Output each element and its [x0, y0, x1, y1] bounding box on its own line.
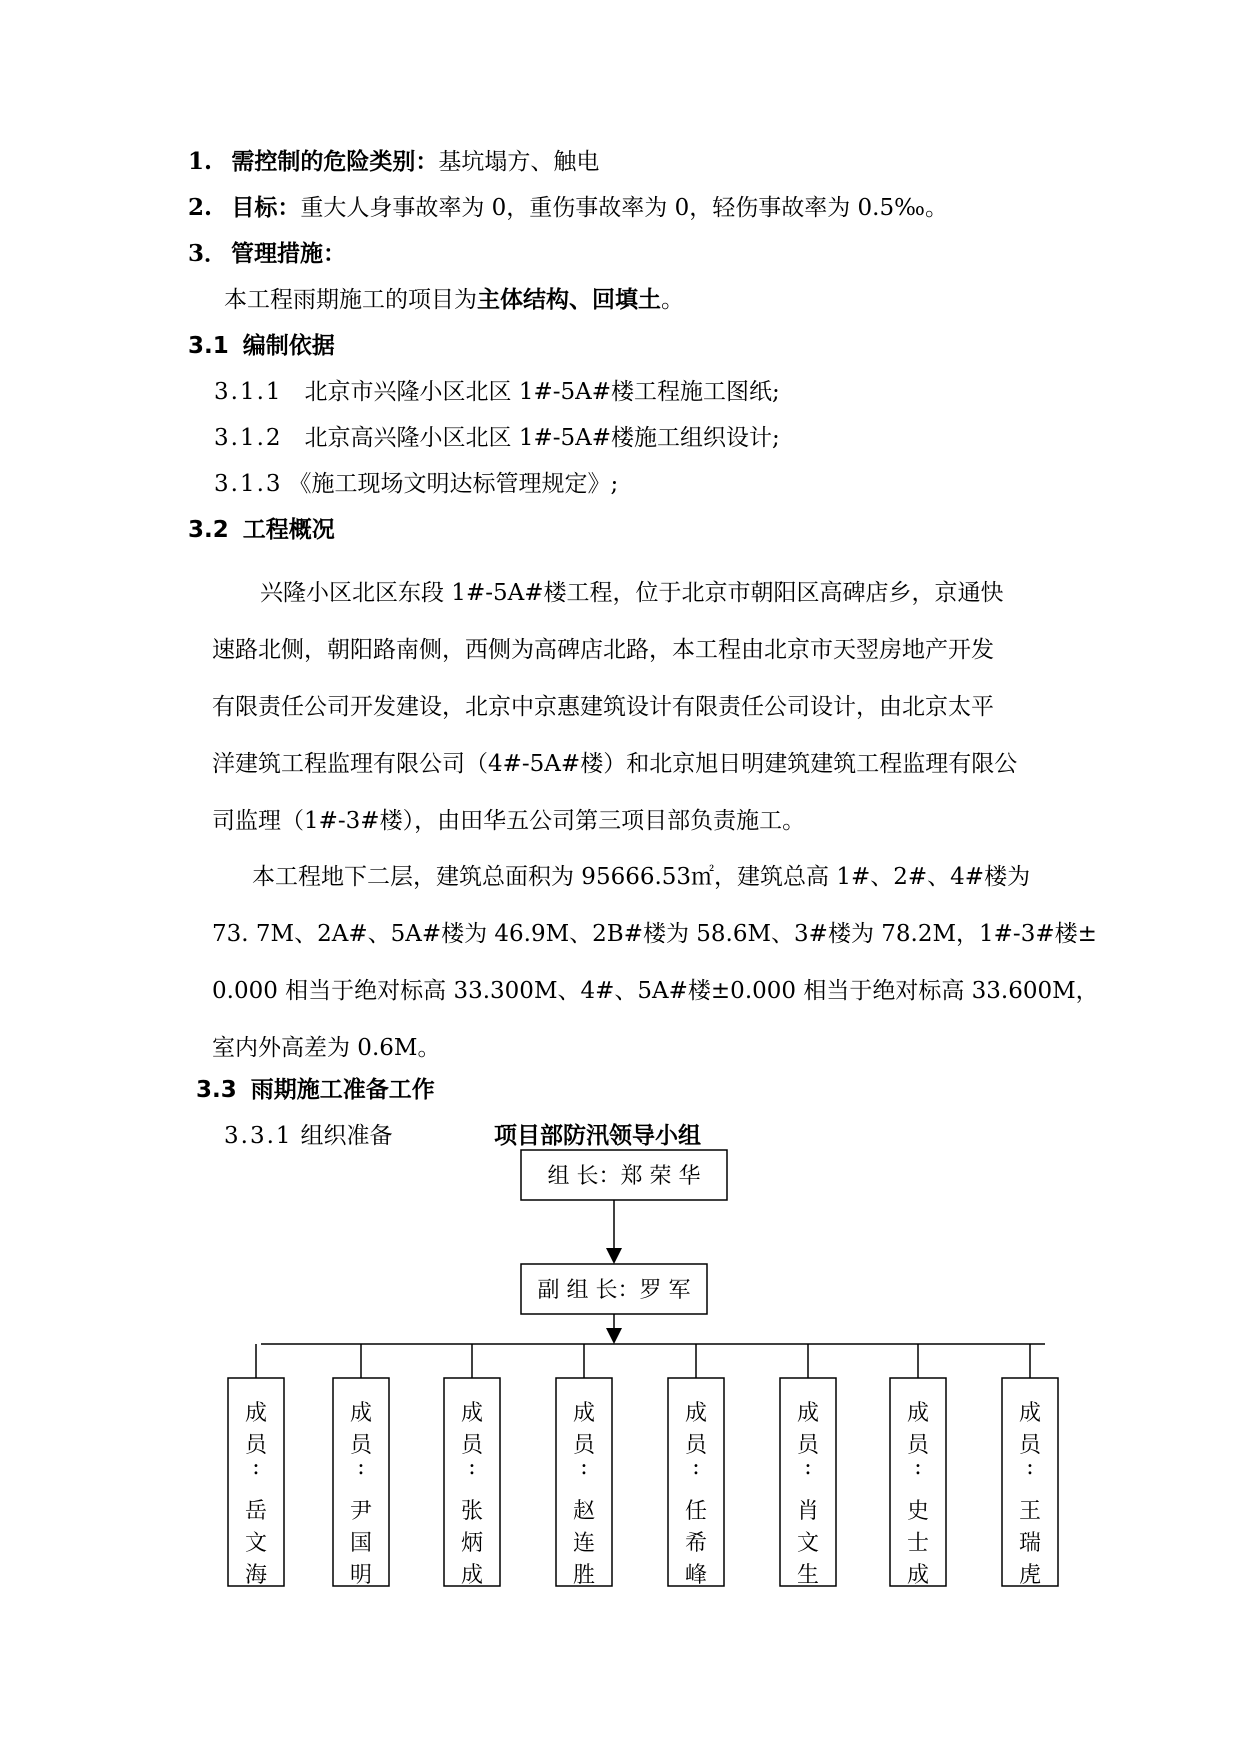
member-text-char: 国	[349, 1531, 373, 1556]
member-text-char: 成	[349, 1401, 373, 1426]
member-text-char: 员	[460, 1433, 484, 1458]
leader-label: 组 长：郑 荣 华	[547, 1164, 701, 1189]
overview-line: 有限责任公司开发建设，北京中京惠建筑设计有限责任公司设计，由北京太平	[212, 694, 994, 720]
overview-line: 洋建筑工程监理有限公司（4#-5A#楼）和北京旭日明建筑建筑工程监理有限公	[212, 751, 1018, 777]
heading-3-3-1-title: 组织准备	[300, 1123, 393, 1149]
member-text-char: 员	[906, 1433, 930, 1458]
section-1-text: 基坑塌方、触电	[438, 149, 600, 175]
member-text-char: 史	[906, 1499, 930, 1524]
member-text-char: 岳	[244, 1499, 268, 1524]
details-line: 73. 7M、2A#、5A#楼为 46.9M、2B#楼为 58.6M、3#楼为 78.2M，1#-3#楼±	[212, 921, 1097, 947]
member-text-char: :	[914, 1455, 922, 1480]
member-text-char: :	[468, 1455, 476, 1480]
member-text-char: :	[357, 1455, 365, 1480]
member-text-char: 王	[1018, 1499, 1042, 1524]
basis-item-number: 3.1.2	[214, 425, 283, 451]
member-text-char: 肖	[796, 1499, 820, 1524]
heading-3-3-1-number: 3.3.1	[224, 1123, 293, 1149]
member-text-char: 连	[572, 1531, 596, 1556]
member-text-char: 任	[684, 1499, 708, 1524]
member-text-char: 员	[572, 1433, 596, 1458]
member-text-char: 赵	[572, 1499, 596, 1524]
arrow-head	[606, 1248, 622, 1264]
member-text-char: 成	[906, 1563, 930, 1588]
member-text-char: 成	[460, 1401, 484, 1426]
member-text-char: :	[580, 1455, 588, 1480]
basis-item-number: 3.1.3	[214, 471, 283, 497]
basis-item-text: 北京市兴隆小区北区 1#-5A#楼工程施工图纸;	[304, 379, 780, 405]
intro-end: 。	[661, 287, 684, 313]
member-text-char: 成	[906, 1401, 930, 1426]
member-text-char: 虎	[1018, 1563, 1042, 1588]
details-line: 本工程地下二层，建筑总面积为 95666.53㎡，建筑总高 1#、2#、4#楼为	[252, 864, 1031, 890]
member-text-char: 成	[684, 1401, 708, 1426]
section-2-number: 2.	[188, 194, 213, 221]
member-text-char: 张	[460, 1499, 484, 1524]
member-text-char: 海	[244, 1563, 268, 1588]
member-text-char: 尹	[349, 1499, 373, 1524]
details-line: 室内外高差为 0.6M。	[212, 1035, 441, 1061]
member-text-char: 文	[244, 1531, 268, 1556]
member-text-char: 成	[1018, 1401, 1042, 1426]
member-text-char: :	[692, 1455, 700, 1480]
basis-item-text: 《施工现场文明达标管理规定》;	[288, 471, 619, 497]
member-text-char: 炳	[460, 1531, 484, 1556]
intro-bold-text: 主体结构、回填土	[477, 286, 661, 313]
basis-item-text: 北京高兴隆小区北区 1#-5A#楼施工组织设计;	[304, 425, 780, 451]
intro-text: 本工程雨期施工的项目为	[224, 287, 477, 313]
section-2-label: 目标：	[231, 194, 301, 221]
heading-3-1-number: 3.1	[188, 333, 229, 359]
member-text-char: 希	[684, 1531, 708, 1556]
heading-3-3-number: 3.3	[196, 1077, 237, 1103]
member-text-char: :	[1026, 1455, 1034, 1480]
heading-3-2-title: 工程概况	[242, 516, 335, 543]
member-text-char: 峰	[684, 1563, 708, 1588]
heading-3-1-title: 编制依据	[242, 332, 335, 359]
member-text-char: 员	[796, 1433, 820, 1458]
section-3-number: 3．	[188, 240, 228, 267]
section-3-label: 管理措施：	[231, 240, 347, 267]
member-text-char: 成	[796, 1401, 820, 1426]
member-text-char: 员	[244, 1433, 268, 1458]
member-text-char: 瑞	[1018, 1531, 1042, 1556]
org-chart-title: 项目部防汛领导小组	[494, 1122, 701, 1149]
overview-line: 兴隆小区北区东段 1#-5A#楼工程，位于北京市朝阳区高碑店乡，京通快	[260, 580, 1004, 606]
section-1-label: 需控制的危险类别：	[231, 148, 439, 175]
member-text-char: :	[252, 1455, 260, 1480]
section-1-number: 1.	[188, 148, 213, 175]
member-text-char: 成	[460, 1563, 484, 1588]
arrow-head	[606, 1328, 622, 1344]
overview-line: 速路北侧，朝阳路南侧，西侧为高碑店北路，本工程由北京市天翌房地产开发	[212, 637, 994, 663]
heading-3-3-title: 雨期施工准备工作	[250, 1076, 435, 1103]
member-text-char: 明	[349, 1563, 373, 1588]
basis-item-number: 3.1.1	[214, 379, 283, 405]
member-text-char: 员	[1018, 1433, 1042, 1458]
member-text-char: :	[804, 1455, 812, 1480]
member-text-char: 成	[572, 1401, 596, 1426]
member-text-char: 成	[244, 1401, 268, 1426]
member-text-char: 生	[796, 1563, 820, 1588]
overview-line: 司监理（1#-3#楼），由田华五公司第三项目部负责施工。	[212, 808, 806, 834]
member-text-char: 员	[684, 1433, 708, 1458]
member-text-char: 士	[906, 1531, 930, 1556]
section-2-text: 重大人身事故率为 0，重伤事故率为 0，轻伤事故率为 0.5‰。	[300, 195, 948, 221]
member-text-char: 胜	[572, 1563, 596, 1588]
details-line: 0.000 相当于绝对标高 33.300M、4#、5A#楼±0.000 相当于绝对标高 33.600M，	[212, 978, 1099, 1004]
member-text-char: 文	[796, 1531, 820, 1556]
heading-3-2-number: 3.2	[188, 517, 229, 543]
deputy-label: 副 组 长：罗 军	[537, 1278, 691, 1303]
member-text-char: 员	[349, 1433, 373, 1458]
member-group	[228, 1344, 1058, 1588]
